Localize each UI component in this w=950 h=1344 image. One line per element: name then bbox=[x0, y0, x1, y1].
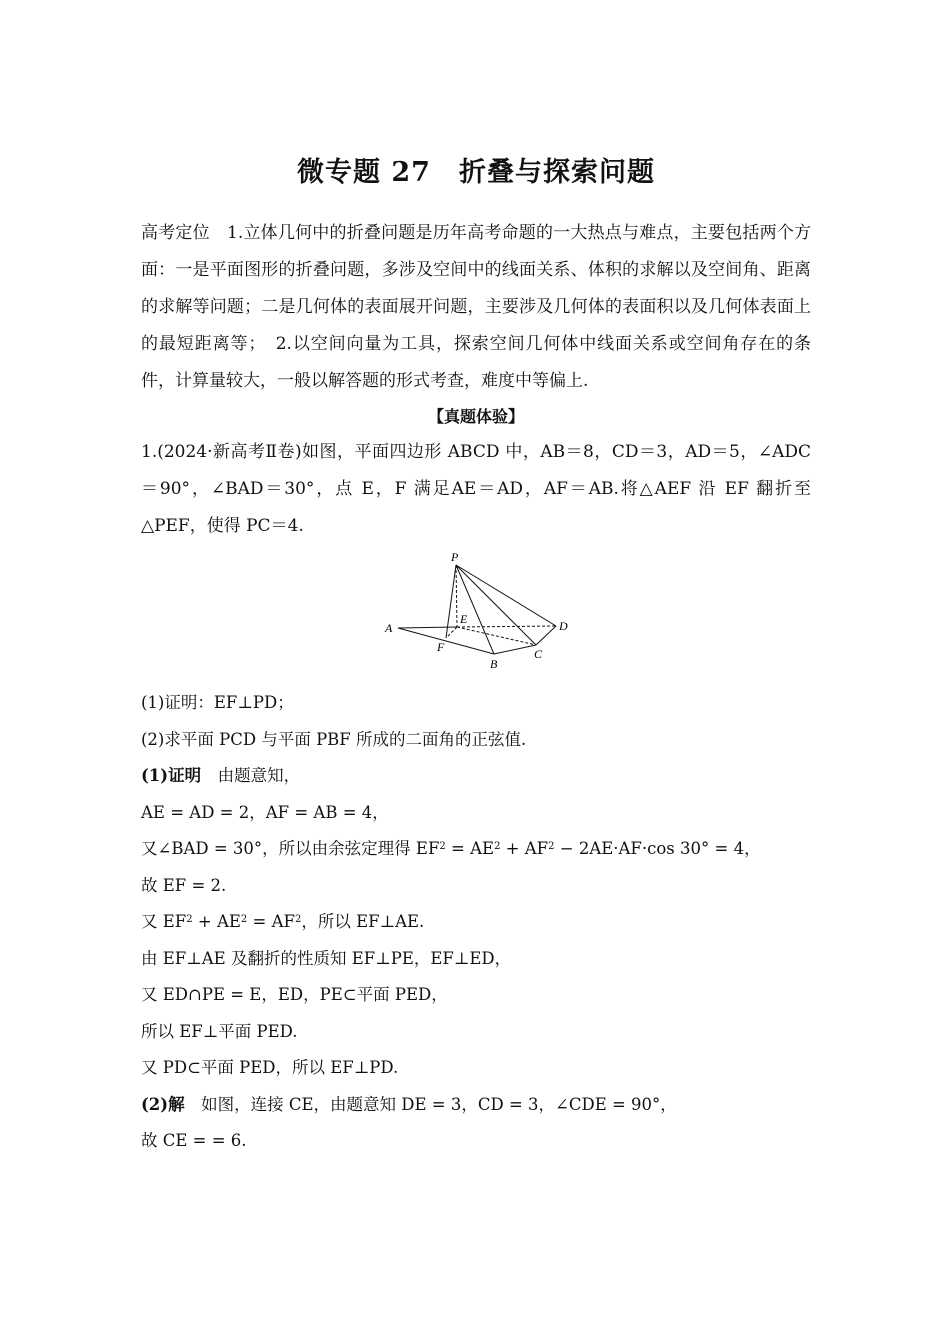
solution-line-4-part: 又 EF bbox=[141, 912, 187, 931]
solution-line-7: 所以 EF⊥平面 PED. bbox=[141, 1021, 298, 1041]
geometry-figure bbox=[141, 551, 811, 681]
superscript: 2 bbox=[439, 841, 446, 852]
solution-part1-lead: 由题意知， bbox=[217, 766, 301, 785]
question-1: (1)证明：EF⊥PD； bbox=[141, 693, 294, 712]
superscript: 2 bbox=[186, 914, 193, 925]
solution-part1-heading bbox=[141, 758, 811, 795]
superscript: 2 bbox=[548, 841, 555, 852]
superscript: 2 bbox=[494, 841, 501, 852]
solution-part2-text: 如图，连接 CE，由题意知 DE = 3，CD = 3，∠CDE = 90°， bbox=[201, 1094, 677, 1114]
solution-line-4-part: = AF bbox=[247, 912, 295, 931]
edge-EC bbox=[457, 627, 536, 645]
label-P: P bbox=[451, 551, 459, 564]
solution-line-2 bbox=[141, 831, 811, 868]
label-B: B bbox=[490, 657, 498, 671]
edge-PE bbox=[456, 565, 457, 627]
superscript: 2 bbox=[240, 914, 248, 925]
solution-line-4 bbox=[141, 904, 811, 941]
label-A: A bbox=[385, 621, 393, 635]
solution-line-4-part: + AE bbox=[192, 912, 241, 931]
edge-AE bbox=[398, 627, 457, 628]
solution-line-3: 故 EF = 2. bbox=[141, 875, 227, 895]
edge-PB bbox=[456, 565, 494, 654]
label-D: D bbox=[559, 619, 568, 633]
edge-BC bbox=[494, 645, 536, 654]
document-page bbox=[141, 150, 811, 1160]
question-2: (2)求平面 PCD 与平面 PBF 所成的二面角的正弦值. bbox=[141, 729, 527, 749]
folded-quadrilateral-diagram bbox=[376, 551, 586, 676]
solution-line-2-part: 又∠BAD = 30°，所以由余弦定理得 EF bbox=[141, 839, 440, 858]
edge-AB bbox=[398, 628, 494, 654]
solution-line-2-part: = AE bbox=[445, 839, 495, 858]
label-F: F bbox=[437, 640, 445, 654]
problem-stem bbox=[141, 434, 811, 545]
problem-text: 如图，平面四边形 ABCD 中，AB＝8，CD＝3，AD＝5，∠ADC＝90°，∠BAD＝30°，点 E，F 满足AE＝AD，AF＝AB.将△AEF 沿 EF 翻折至△PEF，使得 PC＝4. bbox=[141, 442, 811, 536]
edge-PC bbox=[456, 565, 536, 645]
solution-line-1: AE = AD = 2，AF = AB = 4， bbox=[141, 802, 389, 822]
edge-PD bbox=[456, 565, 556, 626]
solution-part1-label: (1)证明 bbox=[141, 766, 202, 785]
solution-line-2-part: + AF bbox=[500, 839, 549, 858]
solution-line-9: 故 CE = = 6. bbox=[141, 1131, 247, 1150]
section-heading: 【真题体验】 bbox=[427, 407, 524, 426]
problem-source: 1.(2024·新高考Ⅱ卷) bbox=[141, 442, 302, 462]
solution-line-2-part: − 2AE·AF·cos 30° = 4， bbox=[554, 839, 761, 858]
intro-text: 1.立体几何中的折叠问题是历年高考命题的一大热点与难点，主要包括两个方面：一是平面图形的折叠问题，多涉及空间中的线面关系、体积的求解以及空间角、距离的求解等问题；二是几何体的表面展开问题，主要涉及几何体的表面积以及几何体表面上的最短距离等； 2.以空间向量为工具，探索空间几何体中线面关系或空间角存在的条件，计算量较大，一般以解答题的形式考查，难度中等偏上. bbox=[141, 223, 812, 391]
solution-line-6: 又 ED∩PE = E，ED，PE⊂平面 PED， bbox=[141, 985, 448, 1004]
label-E: E bbox=[460, 612, 468, 626]
solution-part2-label: (2)解 bbox=[141, 1094, 185, 1114]
page-title: 微专题 27 折叠与探索问题 bbox=[297, 157, 655, 188]
label-C: C bbox=[534, 647, 543, 661]
solution-line-4-part: ，所以 EF⊥AE. bbox=[301, 912, 425, 931]
superscript: 2 bbox=[294, 914, 302, 925]
solution-part2-heading bbox=[141, 1087, 811, 1124]
edge-CD bbox=[536, 626, 556, 645]
solution-line-5: 由 EF⊥AE 及翻折的性质知 EF⊥PE，EF⊥ED， bbox=[141, 948, 512, 968]
intro-label: 高考定位 bbox=[141, 223, 210, 243]
solution-line-8: 又 PD⊂平面 PED，所以 EF⊥PD. bbox=[141, 1058, 399, 1077]
intro-paragraph bbox=[141, 215, 811, 400]
edge-ED bbox=[457, 626, 556, 627]
